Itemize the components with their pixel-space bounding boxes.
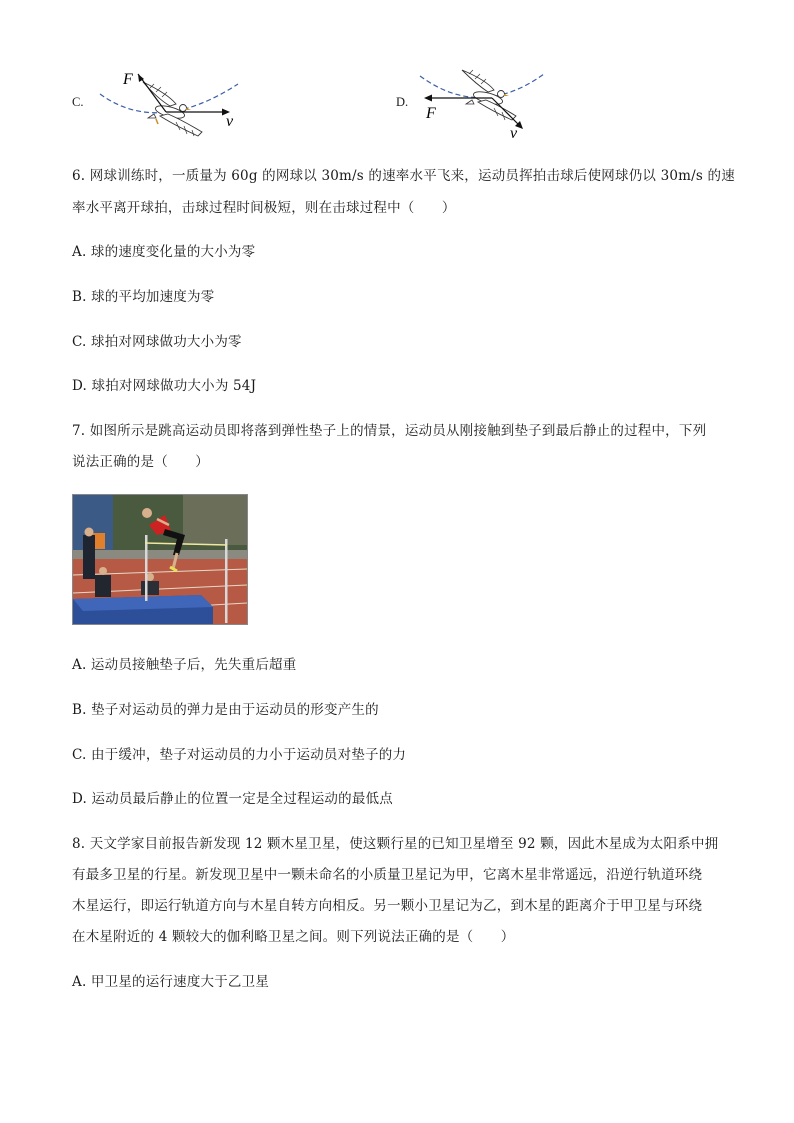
q6-option-c: C. 球拍对网球做功大小为零 [72,334,242,350]
q8-stem-line1: 8. 天文学家目前报告新发现 12 颗木星卫星，使这颗行星的已知卫星增至 92 颗，因此木星成为太阳系中拥 [72,836,719,852]
force-label: F [123,71,133,88]
velocity-label: v [510,125,518,142]
q7-stem-line1: 7. 如图所示是跳高运动员即将落到弹性垫子上的情景，运动员从刚接触到垫子到最后静止的过程中，下列 [72,423,707,439]
option-c-figure [98,64,248,140]
option-d-label: D. [396,95,409,109]
option-d-figure [414,62,554,142]
force-label: F [426,105,436,122]
q6-stem-line2: 率水平离开球拍，击球过程时间极短，则在击球过程中（ ） [72,200,456,216]
q6-option-b: B. 球的平均加速度为零 [72,289,215,305]
q8-stem-line4: 在木星附近的 4 颗较大的伽利略卫星之间。则下列说法正确的是（ ） [72,929,515,945]
bird-icon [462,70,516,120]
q7-option-c: C. 由于缓冲，垫子对运动员的力小于运动员对垫子的力 [72,747,407,763]
velocity-label: v [226,113,234,130]
q7-option-b: B. 垫子对运动员的弹力是由于运动员的形变产生的 [72,702,379,718]
q6-stem-line1: 6. 网球训练时，一质量为 60g 的网球以 30m/s 的速率水平飞来，运动员挥拍击球后使网球仍以 30m/s 的速 [72,168,735,184]
option-c-label: C. [72,95,84,109]
q8-stem-line2: 有最多卫星的行星。新发现卫星中一颗未命名的小质量卫星记为甲，它离木星非常遥远，沿逆行轨道环绕 [72,867,703,883]
q6-option-d: D. 球拍对网球做功大小为 54J [72,378,257,394]
q7-option-a: A. 运动员接触垫子后，先失重后超重 [72,657,297,673]
bird-icon [143,82,202,136]
q8-option-a: A. 甲卫星的运行速度大于乙卫星 [72,974,270,990]
q8-stem-line3: 木星运行，即运行轨道方向与木星自转方向相反。另一颗小卫星记为乙，到木星的距离介于甲卫星与环绕 [72,898,703,914]
q7-stem-line2: 说法正确的是（ ） [72,454,209,470]
q7-option-d: D. 运动员最后静止的位置一定是全过程运动的最低点 [72,791,393,807]
high-jump-photo [72,494,248,625]
q6-option-a: A. 球的速度变化量的大小为零 [72,244,256,260]
